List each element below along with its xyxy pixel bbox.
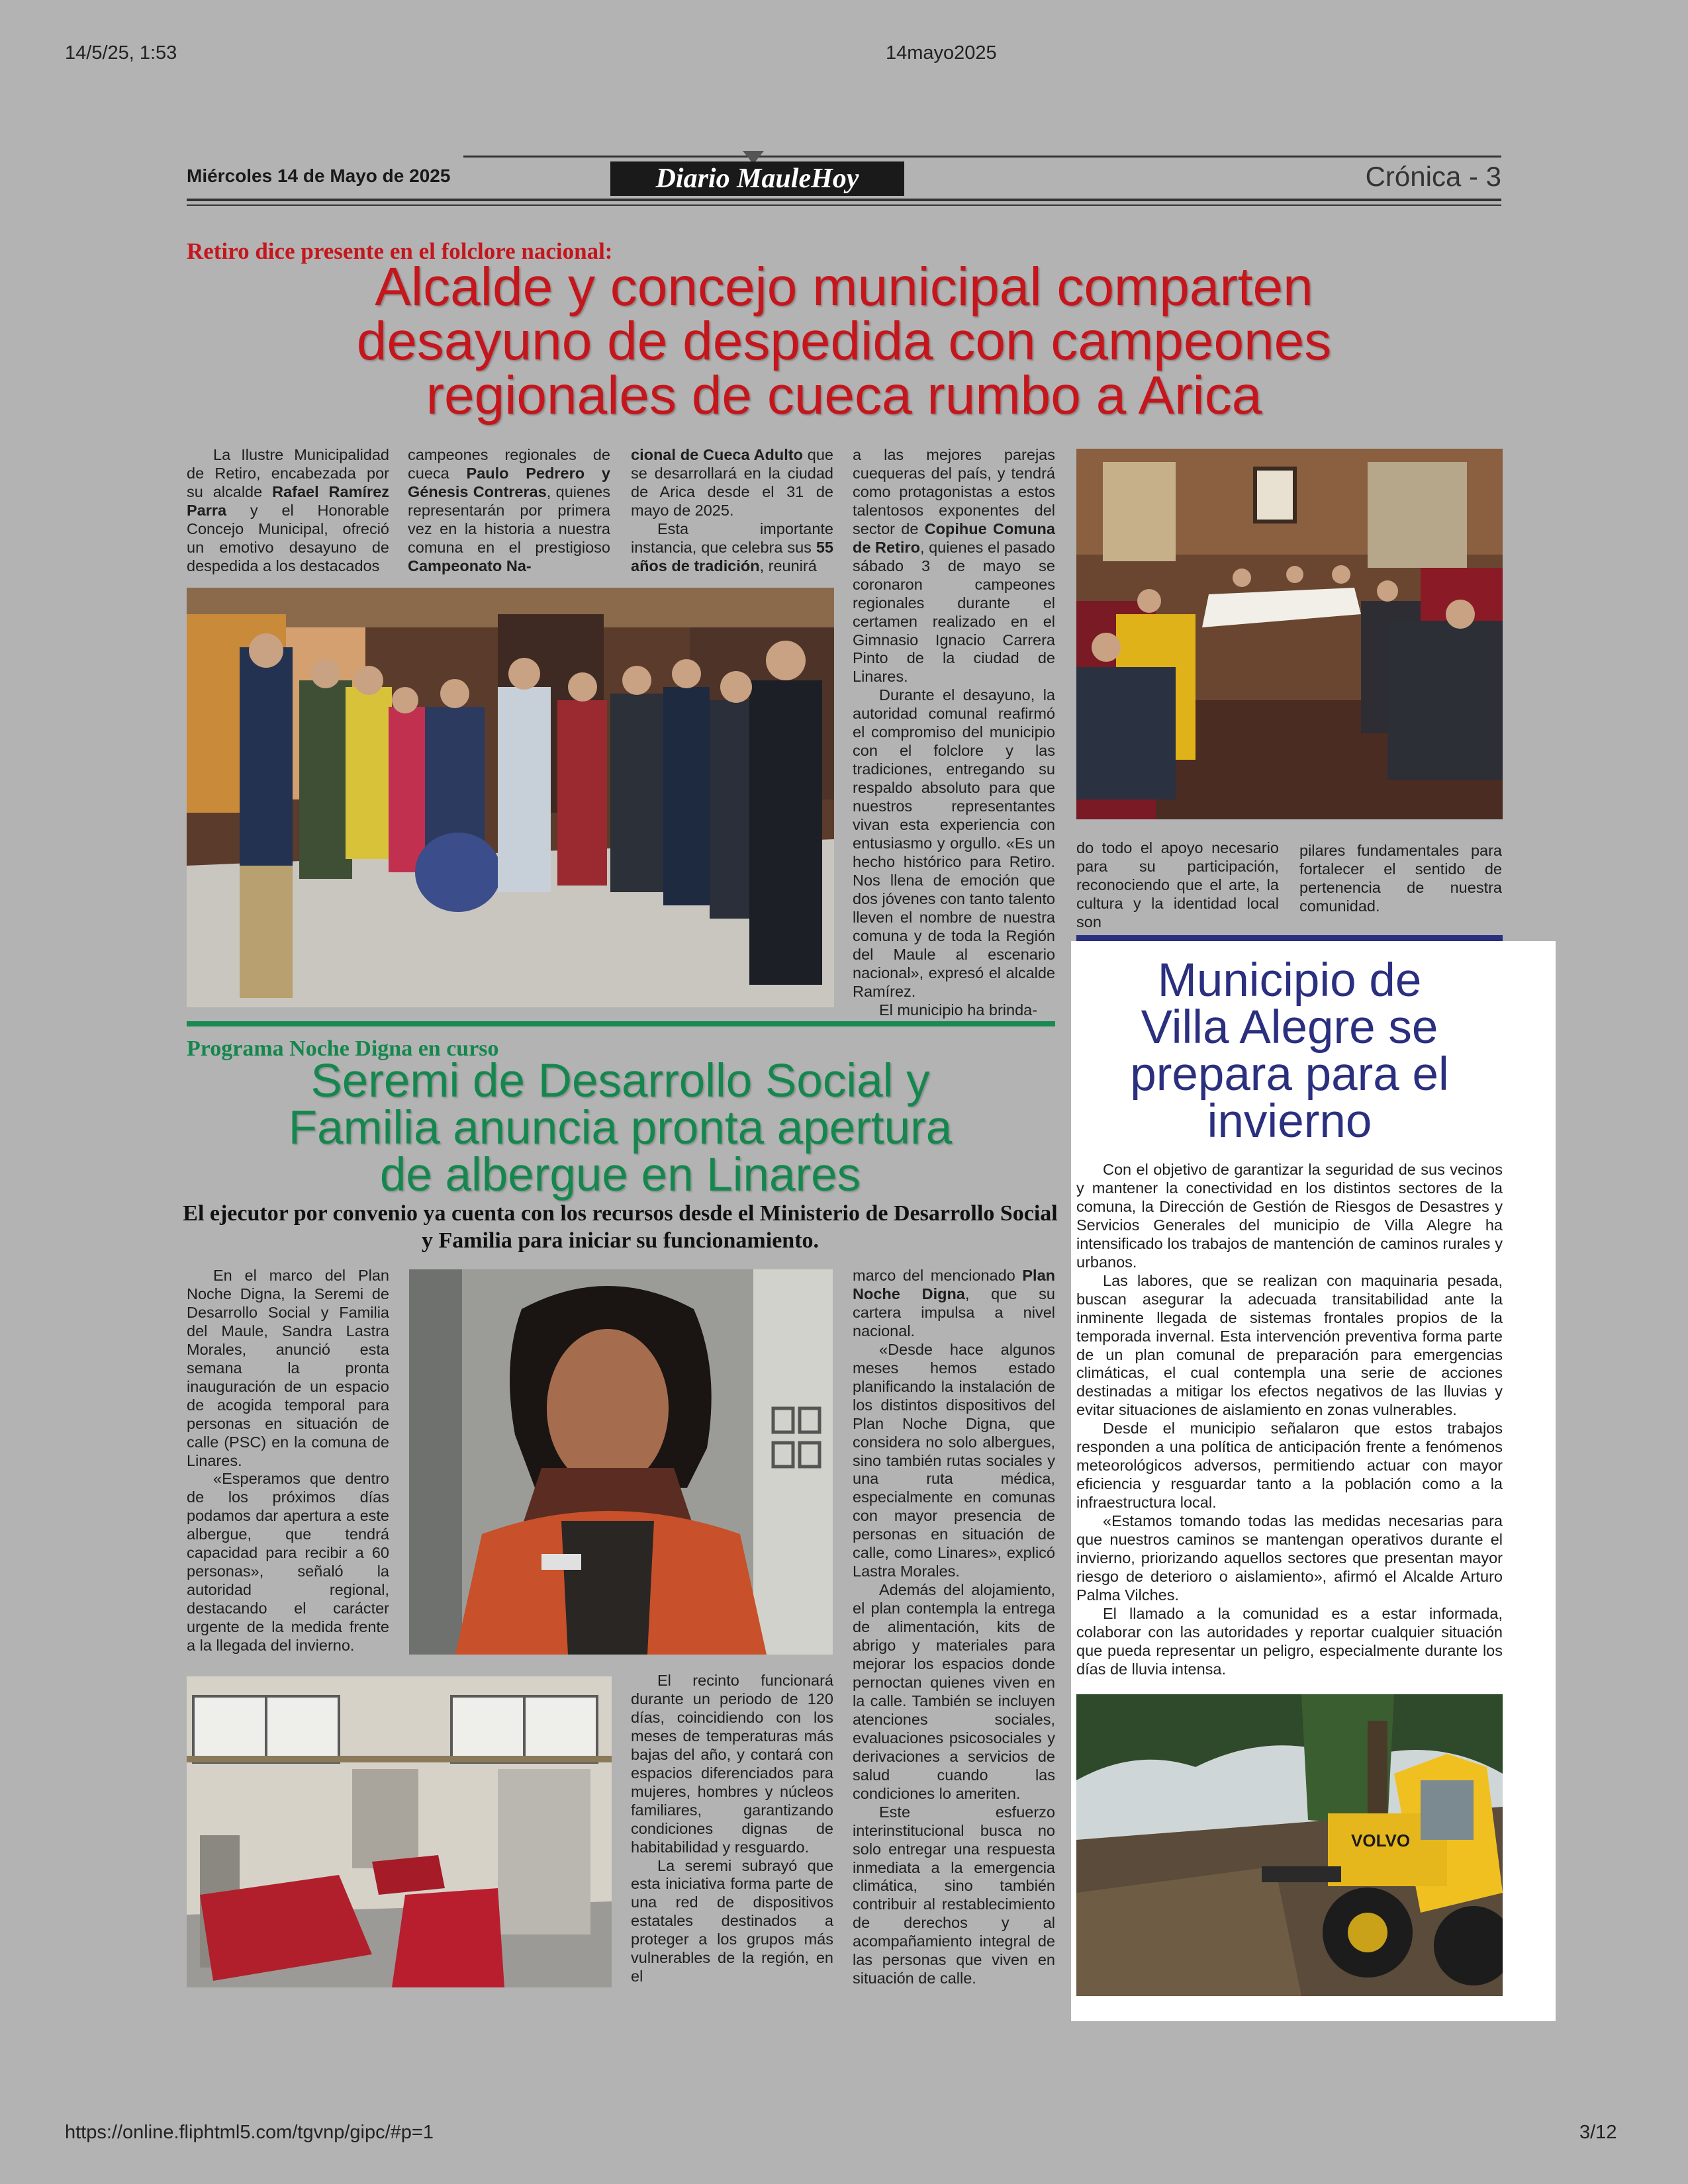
paragraph: El llamado a la comunidad es a estar informada, colaborar con las autoridades y reportar cualquier situación que pueda representar un peligro, especialmente durante los días de lluvia intensa. [1076, 1604, 1503, 1678]
paragraph: Este esfuerzo interinstitucional busca no solo entregar una respuesta inmediata a la emergencia climática, sino también contribuir al restablecimiento de derechos y al acompañamiento integral de las personas que viven en situación de calle. [853, 1803, 1055, 1987]
print-title: 14mayo2025 [886, 42, 997, 64]
article2-headline-line: Familia anuncia pronta apertura [288, 1102, 953, 1154]
masthead-rule [187, 199, 1501, 201]
article1-headline [187, 257, 1501, 426]
paragraph: «Esperamos que dentro de los próximos días podamos dar apertura a este albergue, que tendrá capacidad para recibir a 60 personas», señaló la autoridad regional, destacando el carácter urgente de la medida frente a la llegada del invierno. [187, 1470, 389, 1655]
text-run: , que su cartera impulsa a nivel nacional. [853, 1285, 1055, 1340]
article2-column-1 [187, 1267, 389, 1655]
shelter-photo [187, 1676, 612, 1987]
text-run: , quienes representarán por primera vez en la historia a nuestra comuna en el prestigioso [408, 482, 610, 556]
article2-deck: El ejecutor por convenio ya cuenta con los recursos desde el Ministerio de Desarrollo Social y Familia para iniciar su funcionamiento. [183, 1201, 1058, 1253]
paragraph: do todo el apoyo necesario para su participación, reconociendo que el arte, la cultura y la identidad local son [1076, 839, 1279, 931]
paragraph: pilares fundamentales para fortalecer el sentido de pertenencia de nuestra comunidad. [1299, 842, 1502, 915]
grader-photo-image [1076, 1694, 1503, 1996]
breakfast-photo [1076, 449, 1503, 819]
article1-column-1 [187, 446, 389, 576]
text-bold: 55 años de tradición [631, 538, 833, 574]
newspaper-logo: Diario MauleHoy [610, 161, 904, 196]
text-bold: cional de Cueca Adulto [631, 446, 803, 463]
text-bold: Campeonato Na- [408, 557, 532, 574]
paragraph: Desde el municipio señalaron que estos trabajos responden a una política de anticipación frente a fenómenos meteorológicos adversos, permitiendo actuar con mayor eficiencia y resguardar tanto a la población como a la infraestructura local. [1076, 1420, 1503, 1512]
text-bold: Copihue Comuna de Retiro [853, 520, 1055, 556]
text-run: marco del mencionado [853, 1267, 1023, 1284]
paragraph: «Estamos tomando todas las medidas necesarias para que nuestros caminos se mantengan operativos durante el invierno, priorizando aquellos sectores que presentan mayor riesgo de deterioro o aislamiento», afirmó el Alcalde Arturo Palma Vilches. [1076, 1512, 1503, 1604]
print-url[interactable]: https://online.fliphtml5.com/tgvnp/gipc/#p=1 [65, 2122, 434, 2143]
article1-column-4 [853, 446, 1055, 1020]
article2-rule [187, 1021, 1055, 1026]
article2-headline-line: Seremi de Desarrollo Social y [310, 1055, 930, 1107]
print-page-number: 3/12 [1579, 2122, 1617, 2143]
article3-headline [1076, 954, 1503, 1148]
article1-column-6 [1299, 842, 1502, 916]
article1-kicker: Retiro dice presente en el folclore nacional: [187, 238, 613, 264]
text-run: Esta importante instancia, que celebra sus [631, 520, 833, 556]
grader-photo [1076, 1694, 1503, 1996]
paragraph: Durante el desayuno, la autoridad comunal reafirmó el compromiso del municipio con el folclore y las tradiciones, entregando su respaldo absoluto para que nuestros representantes vivan esta experiencia con entusiasmo y orgullo. «Es un hecho histórico para Retiro. Nos llena de emoción que dos jóvenes con tanto talento lleven el nombre de nuestra comuna y de toda la Región del Maule al escenario nacional», expresó el alcalde Ramírez. [853, 686, 1055, 1000]
text-run: que se desarrollará en la ciudad de Arica desde el 31 de mayo de 2025. [631, 446, 833, 519]
text-bold: Plan Noche Digna [853, 1267, 1055, 1302]
paragraph: La seremi subrayó que esta iniciativa forma parte de una red de dispositivos estatales destinados a proteger a los grupos más vulnerables de la región, en el [631, 1856, 833, 1985]
seremi-portrait-image [409, 1269, 833, 1655]
masthead-rule-thin [187, 205, 1501, 206]
article2-headline [180, 1055, 1060, 1201]
paragraph: El municipio ha brinda- [879, 1001, 1038, 1019]
article1-headline-line: desayuno de despedida con campeones [356, 311, 1332, 371]
group-photo-image [187, 588, 834, 1007]
text-bold: Rafael Ramírez Parra [187, 482, 389, 519]
article2-kicker: Programa Noche Digna en curso [187, 1036, 499, 1061]
article1-column-3 [631, 446, 833, 576]
issue-date: Miércoles 14 de Mayo de 2025 [187, 165, 451, 186]
article1-headline-line: Alcalde y concejo municipal comparten [375, 257, 1313, 317]
article3-headline-line: invierno [1207, 1095, 1372, 1148]
text-run: , quienes el pasado sábado 3 de mayo se coronaron campeones regionales durante el certamen realizado en el Gimnasio Ignacio Carrera Pinto de la ciudad de Linares. [853, 538, 1055, 686]
text-run: , reunirá [759, 557, 817, 574]
article3-rule [1076, 935, 1503, 941]
print-datetime: 14/5/25, 1:53 [65, 42, 177, 64]
grader-brand-label: VOLVO [1351, 1831, 1411, 1850]
paragraph: En el marco del Plan Noche Digna, la Seremi de Desarrollo Social y Familia del Maule, Sandra Lastra Morales, anunció esta semana la pronta inauguración de un espacio de acogida temporal para personas en situación de calle (PSC) en la comuna de Linares. [187, 1267, 389, 1469]
seremi-portrait-photo [409, 1269, 833, 1655]
text-run: campeones regionales de cueca [408, 446, 610, 482]
group-photo [187, 588, 834, 1007]
paragraph: Con el objetivo de garantizar la seguridad de sus vecinos y mantener la conectividad en los distintos sectores de la comuna, la Dirección de Gestión de Riesgos de Desastres y Servicios Generales del municipio de Villa Alegre ha intensificado los trabajos de mantención de caminos rurales y urbanos. [1076, 1161, 1503, 1271]
shelter-photo-image [187, 1676, 612, 1987]
article1-headline-line: regionales de cueca rumbo a Arica [426, 365, 1262, 426]
article3-headline-line: Villa Alegre se [1141, 1001, 1438, 1054]
article1-column-2 [408, 446, 610, 576]
article3-headline-line: prepara para el [1130, 1048, 1449, 1101]
text-run: La Ilustre Municipalidad de Retiro, encabezada por su alcalde [187, 446, 389, 500]
article3-headline-line: Municipio de [1157, 954, 1422, 1007]
paragraph: El recinto funcionará durante un periodo de 120 días, coincidiendo con los meses de temperaturas más bajas del año, y contará con espacios diferenciados para mujeres, hombres y núcleos familiares, garantizando condiciones dignas de habitabilidad y resguardo. [631, 1672, 833, 1856]
paragraph: Además del alojamiento, el plan contempla la entrega de alimentación, kits de abrigo y materiales para mejorar los espacios donde pernoctan quienes viven en la calle. También se incluyen atenciones sociales, evaluaciones psicosociales y derivaciones a servicios de salud cuando las condiciones lo ameriten. [853, 1581, 1055, 1802]
article3-body [1076, 1161, 1503, 1679]
text-run: a las mejores parejas cuequeras del país, y tendrá como protagonistas a estos talentosos exponentes del sector de [853, 446, 1055, 537]
masthead-top-rule [463, 156, 1501, 158]
article2-column-2 [631, 1672, 833, 1986]
article2-headline-line: de albergue en Linares [379, 1149, 861, 1201]
paragraph: «Desde hace algunos meses hemos estado planificando la instalación de los distintos dispositivos del Plan Noche Digna, que considera no solo albergues, sino también rutas sociales y una ruta médica, especialmente en comunas con mayor presencia de personas en situación de calle, como Linares», explicó Lastra Morales. [853, 1340, 1055, 1580]
section-label: Crónica - 3 [1365, 161, 1501, 192]
breakfast-photo-image [1076, 449, 1503, 819]
article1-column-5 [1076, 839, 1279, 932]
paragraph: Las labores, que se realizan con maquinaria pesada, buscan asegurar la adecuada transitabilidad ante la inminente llegada de sistemas frontales propios de la temporada invernal. Esta intervención preventiva forma parte de un plan comunal de preparación para emergencias climáticas, el cual contempla una serie de acciones destinadas a mitigar los efectos negativos de las lluvias y evitar situaciones de aislamiento en zonas vulnerables. [1076, 1271, 1503, 1419]
text-run: y el Honorable Concejo Municipal, ofreció un emotivo desayuno de despedida a los destacados [187, 501, 389, 574]
article2-column-3 [853, 1267, 1055, 1988]
text-bold: Paulo Pedrero y Génesis Contreras [408, 464, 610, 500]
